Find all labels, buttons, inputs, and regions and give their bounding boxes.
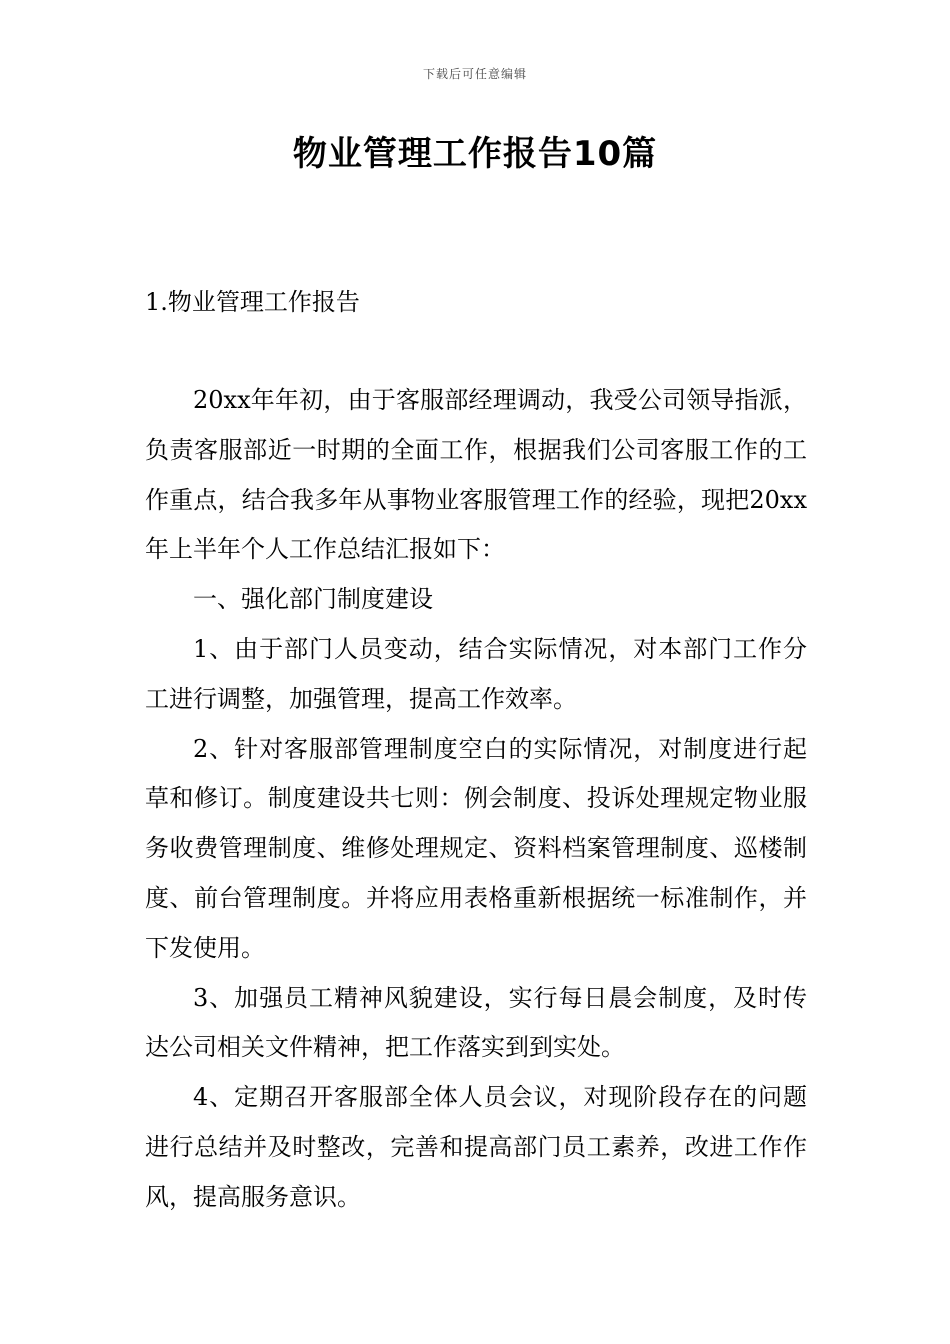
header-note: 下载后可任意编辑 bbox=[422, 67, 527, 81]
paragraph-subheading: 一、强化部门制度建设 bbox=[193, 585, 433, 614]
paragraph-item-1: 1、由于部门人员变动，结合实际情况，对本部门工作分工进行调整，加强管理，提高工作效率。 bbox=[145, 634, 807, 713]
paragraph-item-3: 3、加强员工精神风貌建设，实行每日晨会制度，及时传达公司相关文件精神，把工作落实到到实处。 bbox=[145, 983, 807, 1062]
document-title: 物业管理工作报告10篇 bbox=[292, 134, 658, 174]
paragraph-item-2: 2、针对客服部管理制度空白的实际情况，对制度进行起草和修订。制度建设共七则：例会制度、投诉处理规定物业服务收费管理制度、维修处理规定、资料档案管理制度、巡楼制度、前台管理制度。并将应用表格重新根据统一标准制作，并下发使用。 bbox=[145, 734, 807, 962]
paragraph-intro: 20xx年年初，由于客服部经理调动，我受公司领导指派，负责客服部近一时期的全面工作，根据我们公司客服工作的工作重点，结合我多年从事物业客服管理工作的经验，现把20xx年上半年个人工作总结汇报如下： bbox=[145, 386, 807, 564]
section-heading: 1.物业管理工作报告 bbox=[145, 288, 360, 316]
paragraph-item-4: 4、定期召开客服部全体人员会议，对现阶段存在的问题进行总结并及时整改，完善和提高部门员工素养，改进工作作风，提高服务意识。 bbox=[145, 1083, 807, 1211]
body-text bbox=[145, 376, 807, 1223]
